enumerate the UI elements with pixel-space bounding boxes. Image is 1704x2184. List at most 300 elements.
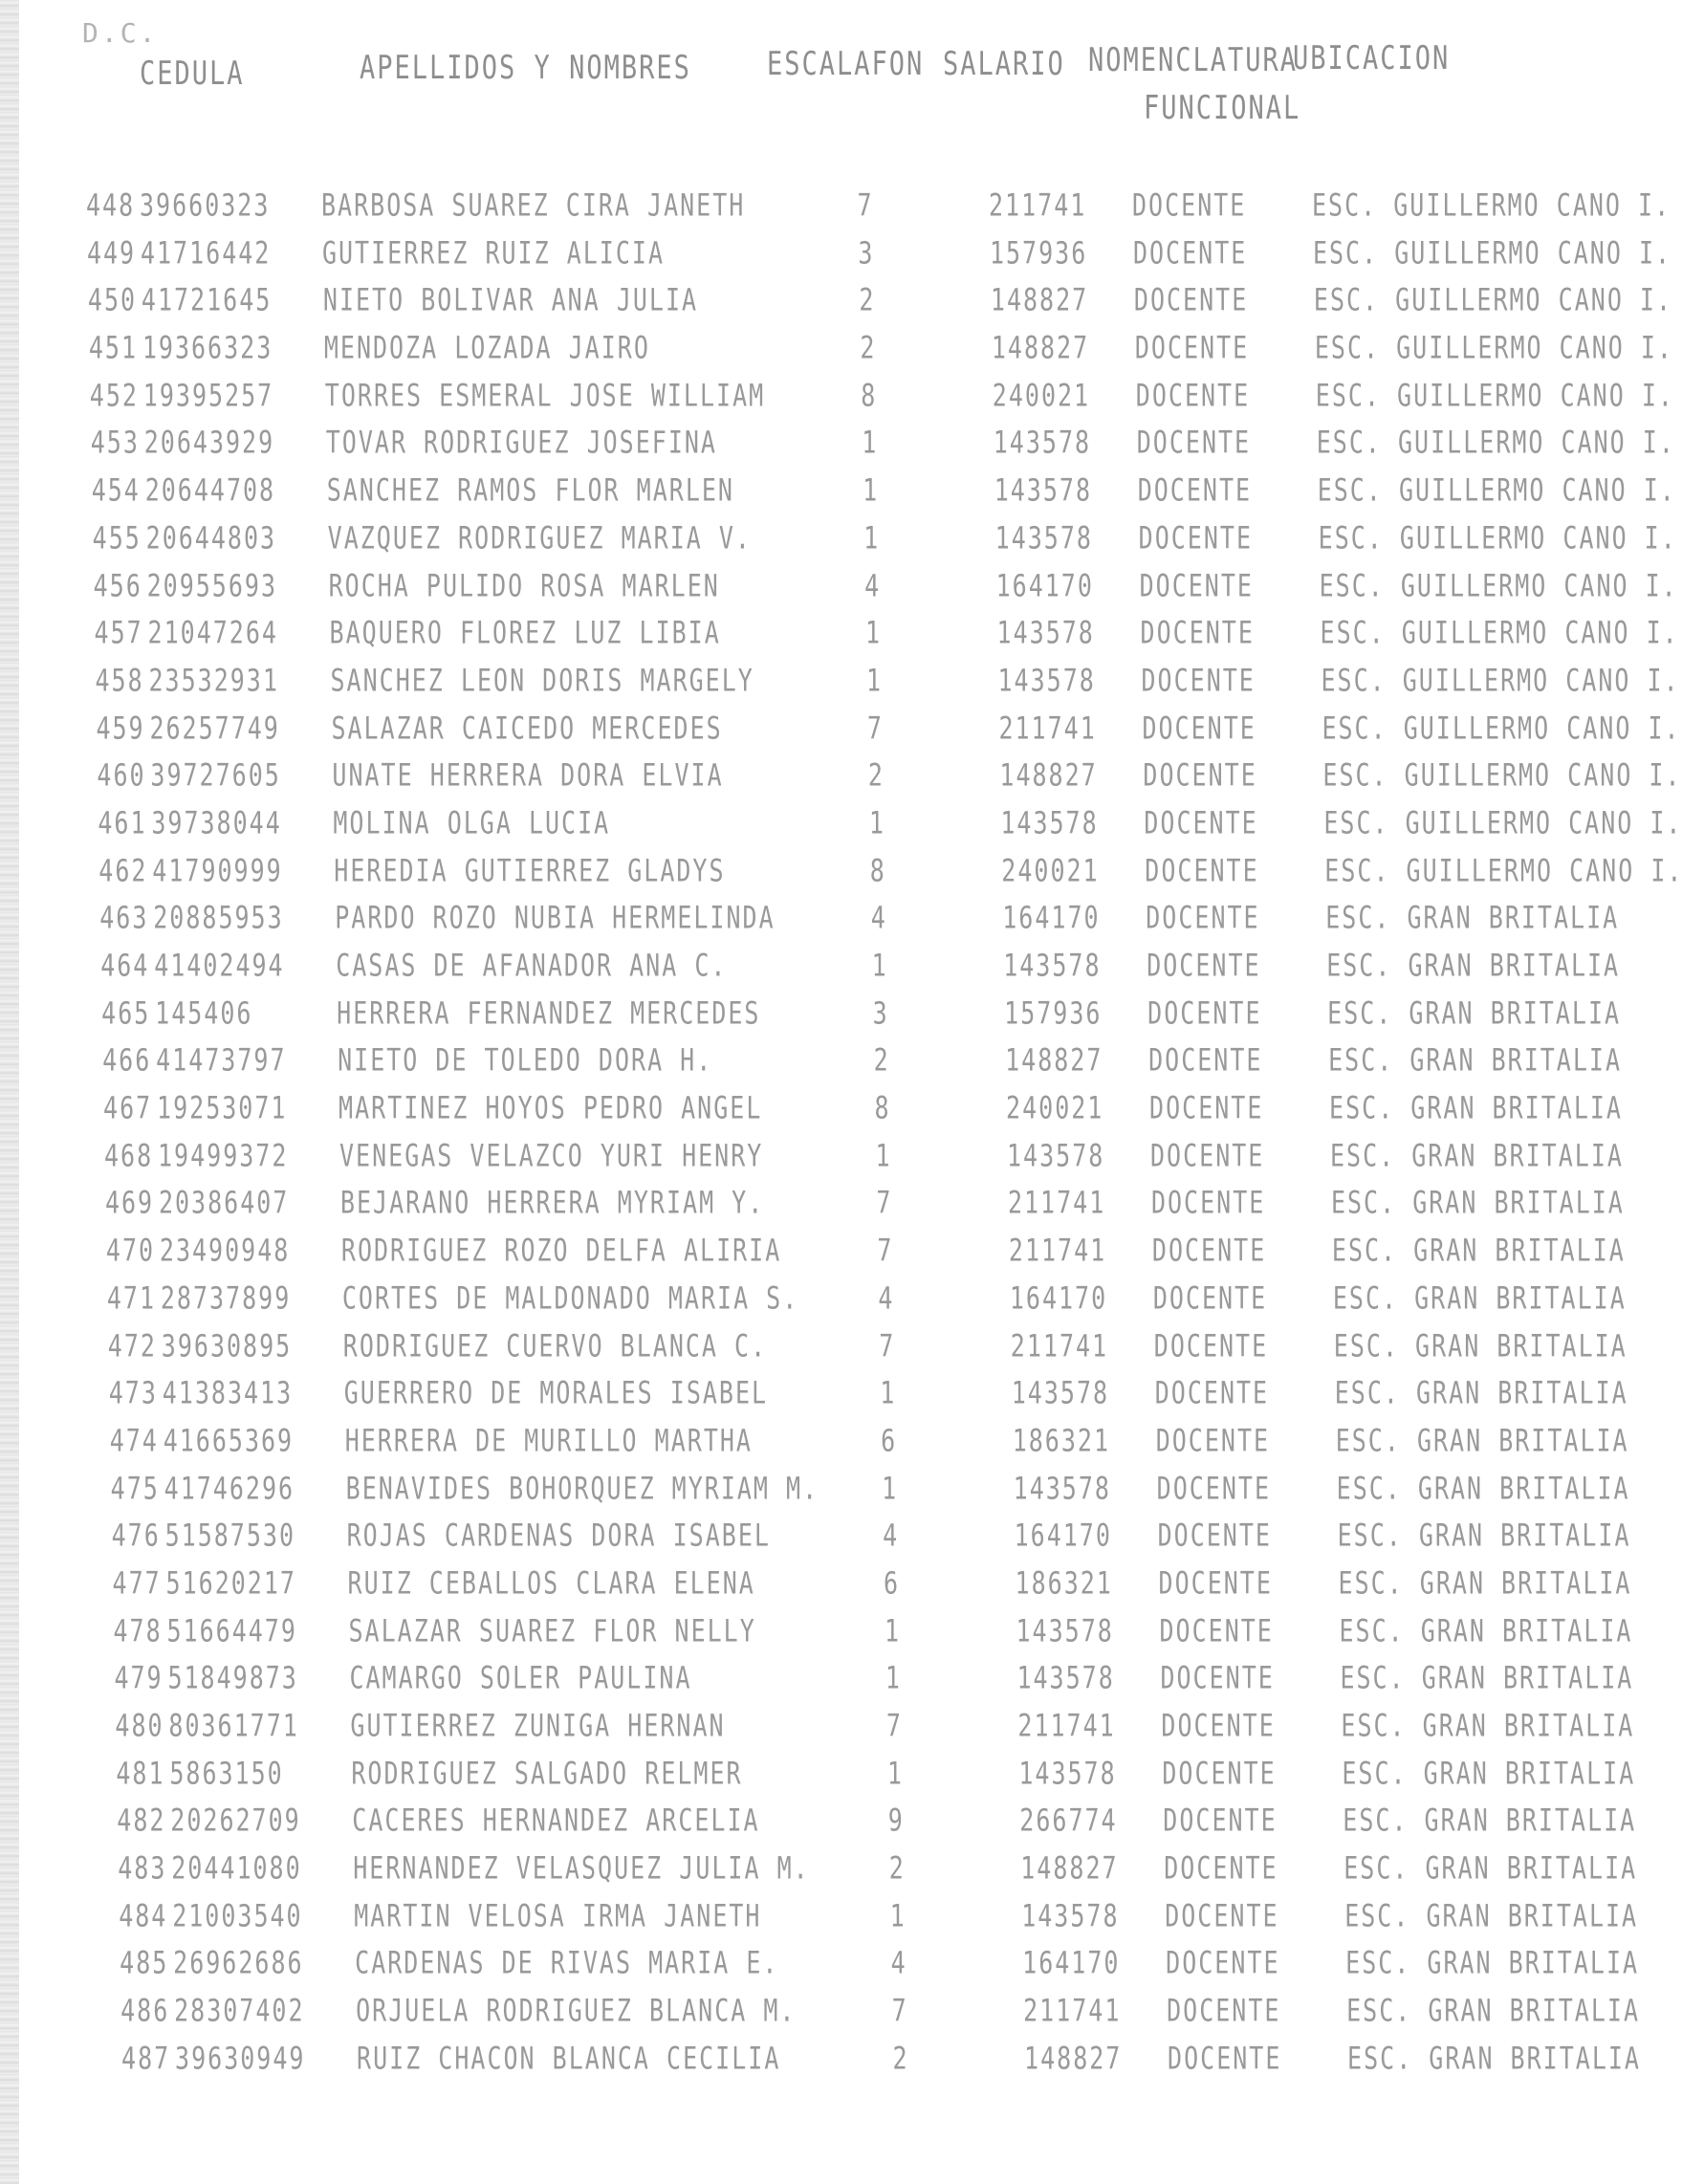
escalafon-cell: 1 [885, 1660, 902, 1696]
cargo-cell: DOCENTE [1137, 472, 1253, 509]
cedula-cell: 28307402 [174, 1993, 305, 2029]
ubicacion-cell: ESC. GRAN BRITALIA [1331, 1233, 1626, 1269]
escalafon-cell: 1 [880, 1375, 897, 1411]
row-number: 477 [112, 1564, 162, 1602]
row-number: 451 [88, 330, 138, 366]
escalafon-cell: 6 [884, 1564, 901, 1602]
table-row [0, 1328, 1704, 1376]
nombre-cell: UNATE HERRERA DORA ELVIA [332, 757, 724, 794]
row-number: 474 [109, 1422, 159, 1458]
table-row [0, 1423, 1704, 1471]
ubicacion-cell: ESC. GRAN BRITALIA [1336, 1470, 1630, 1506]
table-row [0, 1138, 1704, 1186]
header-escalafon: ESCALAFON [767, 46, 925, 83]
ubicacion-cell: ESC. GRAN BRITALIA [1345, 1945, 1640, 1981]
nombre-cell: CORTES DE MALDONADO MARIA S. [341, 1279, 799, 1316]
cargo-cell: DOCENTE [1156, 1470, 1271, 1506]
cedula-cell: 20644708 [144, 472, 276, 509]
header-cedula: CEDULA [140, 55, 245, 93]
ubicacion-cell: ESC. GUILLERMO CANO I. [1319, 567, 1678, 603]
ubicacion-cell: ESC. GRAN BRITALIA [1344, 1897, 1639, 1933]
row-number: 480 [115, 1708, 164, 1744]
row-number: 476 [111, 1518, 161, 1554]
cargo-cell: DOCENTE [1152, 1279, 1268, 1316]
cargo-cell: DOCENTE [1147, 948, 1261, 984]
table-row [0, 1090, 1704, 1138]
table-row [0, 472, 1704, 520]
nombre-cell: MARTINEZ HOYOS PEDRO ANGEL [339, 1090, 763, 1126]
salario-cell: 143578 [1003, 948, 1102, 984]
table-row [0, 853, 1704, 901]
row-number: 469 [104, 1185, 155, 1221]
ubicacion-cell: ESC. GUILLERMO CANO I. [1324, 852, 1684, 888]
salario-cell: 240021 [1006, 1090, 1104, 1126]
cedula-cell: 20643929 [143, 425, 275, 461]
escalafon-cell: 7 [857, 187, 874, 224]
nombre-cell: HEREDIA GUTIERREZ GLADYS [334, 852, 726, 888]
cedula-cell: 20262709 [170, 1802, 301, 1839]
table-row [0, 1802, 1704, 1850]
nombre-cell: HERRERA DE MURILLO MARTHA [344, 1422, 753, 1458]
table-row [0, 1898, 1704, 1946]
salario-cell: 240021 [1001, 852, 1100, 888]
ubicacion-cell: ESC. GRAN BRITALIA [1343, 1802, 1637, 1839]
table-row [0, 1185, 1704, 1233]
table-row [0, 1375, 1704, 1423]
salario-cell: 143578 [993, 425, 1092, 461]
ubicacion-cell: ESC. GUILLERMO CANO I. [1323, 804, 1683, 841]
table-row [0, 1233, 1704, 1280]
cargo-cell: DOCENTE [1146, 900, 1260, 936]
cedula-cell: 26257749 [149, 710, 280, 746]
ubicacion-cell: ESC. GRAN BRITALIA [1325, 900, 1620, 936]
salario-cell: 143578 [1016, 1660, 1115, 1696]
nombre-cell: CARDENAS DE RIVAS MARIA E. [355, 1945, 779, 1981]
nombre-cell: RODRIGUEZ SALGADO RELMER [351, 1755, 743, 1791]
row-number: 467 [103, 1090, 153, 1126]
escalafon-cell: 1 [884, 1612, 902, 1649]
escalafon-cell: 8 [874, 1090, 891, 1126]
escalafon-cell: 7 [891, 1993, 908, 2029]
nombre-cell: MOLINA OLGA LUCIA [333, 804, 611, 841]
cedula-cell: 21003540 [172, 1897, 303, 1933]
salario-cell: 143578 [1018, 1755, 1117, 1791]
ubicacion-cell: ESC. GRAN BRITALIA [1337, 1518, 1631, 1554]
row-number: 452 [89, 377, 139, 413]
nombre-cell: TOVAR RODRIGUEZ JOSEFINA [325, 425, 717, 461]
salario-cell: 148827 [990, 282, 1089, 318]
ubicacion-cell: ESC. GRAN BRITALIA [1338, 1564, 1632, 1602]
salario-cell: 148827 [1024, 2040, 1123, 2076]
nombre-cell: NIETO BOLIVAR ANA JULIA [322, 282, 699, 318]
row-number: 470 [105, 1233, 156, 1269]
cargo-cell: DOCENTE [1157, 1518, 1272, 1554]
cargo-cell: DOCENTE [1147, 994, 1262, 1031]
cargo-cell: DOCENTE [1151, 1233, 1267, 1269]
cedula-cell: 51664479 [166, 1612, 297, 1649]
cedula-cell: 20955693 [146, 567, 278, 603]
nombre-cell: CAMARGO SOLER PAULINA [349, 1660, 692, 1696]
nombre-cell: SALAZAR CAICEDO MERCEDES [331, 710, 723, 746]
nombre-cell: BEJARANO HERRERA MYRIAM Y. [339, 1185, 765, 1221]
ubicacion-cell: ESC. GRAN BRITALIA [1327, 994, 1622, 1031]
escalafon-cell: 4 [890, 1945, 907, 1981]
nombre-cell: ROCHA PULIDO ROSA MARLEN [328, 567, 720, 603]
cargo-cell: DOCENTE [1142, 710, 1256, 746]
nombre-cell: MENDOZA LOZADA JAIRO [323, 330, 650, 366]
nombre-cell: ROJAS CARDENAS DORA ISABEL [346, 1518, 771, 1554]
table-row [0, 663, 1704, 710]
row-number: 472 [107, 1327, 157, 1364]
table-row [0, 948, 1704, 995]
escalafon-cell: 4 [870, 900, 887, 936]
row-number: 481 [116, 1755, 165, 1791]
cedula-cell: 41665369 [163, 1422, 295, 1458]
table-row [0, 1280, 1704, 1328]
cedula-cell: 19253071 [157, 1090, 288, 1126]
cedula-cell: 41473797 [156, 1042, 287, 1079]
cedula-cell: 20441080 [171, 1850, 302, 1887]
cedula-cell: 19395257 [142, 377, 274, 413]
escalafon-cell: 7 [876, 1185, 893, 1221]
table-row [0, 425, 1704, 472]
cedula-cell: 51587530 [164, 1518, 296, 1554]
nombre-cell: BAQUERO FLOREZ LUZ LIBIA [329, 615, 721, 651]
table-row [0, 378, 1704, 426]
cargo-cell: DOCENTE [1153, 1327, 1269, 1364]
table-row [0, 1660, 1704, 1708]
escalafon-cell: 4 [878, 1279, 895, 1316]
salario-cell: 211741 [989, 187, 1087, 224]
ubicacion-cell: ESC. GRAN BRITALIA [1339, 1612, 1633, 1649]
escalafon-cell: 3 [858, 234, 875, 271]
ubicacion-cell: ESC. GUILLERMO CANO I. [1314, 330, 1673, 366]
cargo-cell: DOCENTE [1168, 2040, 1282, 2076]
nombre-cell: RODRIGUEZ CUERVO BLANCA C. [342, 1327, 768, 1364]
table-row [0, 1518, 1704, 1565]
cargo-cell: DOCENTE [1150, 1185, 1266, 1221]
row-number: 463 [99, 900, 149, 936]
escalafon-cell: 1 [862, 425, 879, 461]
table-row [0, 282, 1704, 330]
row-number: 461 [98, 804, 147, 841]
table-row [0, 900, 1704, 948]
row-number: 485 [120, 1945, 169, 1981]
salario-cell: 164170 [1009, 1279, 1108, 1316]
ubicacion-cell: ESC. GUILLERMO CANO I. [1312, 187, 1671, 224]
nombre-cell: RUIZ CHACON BLANCA CECILIA [357, 2040, 781, 2076]
row-number: 455 [92, 519, 142, 556]
ubicacion-cell: ESC. GRAN BRITALIA [1347, 2040, 1641, 2076]
cedula-cell: 28737899 [160, 1279, 292, 1316]
escalafon-cell: 4 [864, 567, 882, 603]
table-row [0, 1850, 1704, 1898]
row-number: 478 [113, 1612, 163, 1649]
cargo-cell: DOCENTE [1148, 1042, 1263, 1079]
escalafon-cell: 7 [866, 710, 884, 746]
salario-cell: 164170 [995, 567, 1094, 603]
table-row [0, 1708, 1704, 1756]
nombre-cell: CASAS DE AFANADOR ANA C. [336, 948, 728, 984]
nombre-cell: TORRES ESMERAL JOSE WILLIAM [324, 377, 766, 413]
salario-cell: 186321 [1015, 1564, 1113, 1602]
salario-cell: 143578 [1007, 1137, 1105, 1173]
nombre-cell: HERNANDEZ VELASQUEZ JULIA M. [353, 1850, 810, 1887]
header-funcional: FUNCIONAL [1144, 90, 1301, 127]
row-number: 454 [91, 472, 141, 509]
salario-cell: 148827 [1020, 1850, 1119, 1887]
salario-cell: 157936 [989, 234, 1088, 271]
cargo-cell: DOCENTE [1136, 425, 1252, 461]
salario-cell: 211741 [1007, 1185, 1106, 1221]
salario-cell: 143578 [996, 615, 1095, 651]
salario-cell: 143578 [1000, 804, 1099, 841]
table-row [0, 568, 1704, 616]
salario-cell: 143578 [1013, 1470, 1111, 1506]
table-row [0, 1471, 1704, 1518]
cargo-cell: DOCENTE [1141, 662, 1256, 698]
salario-cell: 186321 [1012, 1422, 1110, 1458]
ubicacion-cell: ESC. GRAN BRITALIA [1335, 1422, 1629, 1458]
ubicacion-cell: ESC. GUILLERMO CANO I. [1322, 757, 1682, 794]
header-salario: SALARIO [943, 46, 1065, 83]
nombre-cell: NIETO DE TOLEDO DORA H. [338, 1042, 713, 1079]
cedula-cell: 19499372 [158, 1137, 289, 1173]
row-number: 450 [87, 282, 138, 318]
escalafon-cell: 1 [882, 1470, 899, 1506]
table-row [0, 615, 1704, 663]
cargo-cell: DOCENTE [1145, 852, 1259, 888]
cargo-cell: DOCENTE [1139, 567, 1254, 603]
cedula-cell: 41402494 [154, 948, 285, 984]
employee-list [0, 187, 1704, 2088]
table-row [0, 1613, 1704, 1661]
escalafon-cell: 7 [885, 1708, 903, 1744]
ubicacion-cell: ESC. GUILLERMO CANO I. [1312, 234, 1672, 271]
cargo-cell: DOCENTE [1161, 1708, 1276, 1744]
row-number: 482 [117, 1802, 166, 1839]
cedula-cell: 41716442 [140, 234, 272, 271]
salario-cell: 240021 [992, 377, 1091, 413]
table-row [0, 1565, 1704, 1613]
row-number: 468 [104, 1137, 154, 1173]
row-number: 460 [97, 757, 146, 794]
cedula-cell: 41746296 [164, 1470, 295, 1506]
escalafon-cell: 1 [863, 519, 881, 556]
nombre-cell: CACERES HERNANDEZ ARCELIA [352, 1802, 760, 1839]
nombre-cell: GUTIERREZ ZUNIGA HERNAN [350, 1708, 726, 1744]
cedula-cell: 39630949 [175, 2040, 306, 2076]
nombre-cell: SALAZAR SUAREZ FLOR NELLY [348, 1612, 756, 1649]
cedula-cell: 51620217 [165, 1564, 296, 1602]
escalafon-cell: 7 [879, 1327, 896, 1364]
salario-cell: 143578 [1011, 1375, 1110, 1411]
nombre-cell: SANCHEZ RAMOS FLOR MARLEN [326, 472, 734, 509]
cedula-cell: 145406 [155, 994, 253, 1031]
table-row [0, 1042, 1704, 1090]
nombre-cell: MARTIN VELOSA IRMA JANETH [354, 1897, 762, 1933]
escalafon-cell: 1 [886, 1755, 904, 1791]
table-row [0, 520, 1704, 568]
nombre-cell: PARDO ROZO NUBIA HERMELINDA [335, 900, 776, 936]
table-row [0, 1945, 1704, 1993]
table-row [0, 330, 1704, 378]
cedula-cell: 20885953 [153, 900, 284, 936]
cedula-cell: 23490948 [159, 1233, 291, 1269]
cedula-cell: 20386407 [158, 1185, 290, 1221]
row-number: 484 [119, 1897, 168, 1933]
salario-cell: 164170 [1014, 1518, 1112, 1554]
row-number: 466 [102, 1042, 152, 1079]
cargo-cell: DOCENTE [1149, 1090, 1264, 1126]
nombre-cell: HERRERA FERNANDEZ MERCEDES [337, 994, 761, 1031]
cargo-cell: DOCENTE [1160, 1660, 1275, 1696]
salario-cell: 211741 [1017, 1708, 1116, 1744]
escalafon-cell: 4 [883, 1518, 900, 1554]
escalafon-cell: 3 [872, 994, 889, 1031]
table-row [0, 757, 1704, 805]
ubicacion-cell: ESC. GRAN BRITALIA [1340, 1660, 1634, 1696]
salario-cell: 148827 [991, 330, 1090, 366]
escalafon-cell: 2 [860, 330, 877, 366]
cedula-cell: 80361771 [168, 1708, 299, 1744]
cargo-cell: DOCENTE [1132, 234, 1248, 271]
nombre-cell: VENEGAS VELAZCO YURI HENRY [339, 1137, 764, 1173]
salario-cell: 148827 [999, 757, 1098, 794]
row-number: 479 [114, 1660, 164, 1696]
table-row [0, 1756, 1704, 1803]
document-code: D.C. [82, 17, 159, 49]
cargo-cell: DOCENTE [1164, 1850, 1278, 1887]
ubicacion-cell: ESC. GRAN BRITALIA [1328, 1042, 1623, 1079]
cargo-cell: DOCENTE [1158, 1564, 1273, 1602]
cargo-cell: DOCENTE [1140, 615, 1255, 651]
cedula-cell: 26962686 [173, 1945, 304, 1981]
cedula-cell: 51849873 [167, 1660, 298, 1696]
escalafon-cell: 7 [877, 1233, 894, 1269]
ubicacion-cell: ESC. GRAN BRITALIA [1344, 1850, 1638, 1887]
row-number: 449 [86, 234, 137, 271]
escalafon-cell: 2 [867, 757, 885, 794]
row-number: 453 [90, 425, 140, 461]
cargo-cell: DOCENTE [1162, 1755, 1277, 1791]
ubicacion-cell: ESC. GRAN BRITALIA [1341, 1708, 1635, 1744]
row-number: 459 [96, 710, 145, 746]
header-nomenclatura: NOMENCLATURA [1088, 42, 1299, 79]
escalafon-cell: 1 [865, 662, 884, 698]
escalafon-cell: 2 [873, 1042, 890, 1079]
cargo-cell: DOCENTE [1133, 282, 1249, 318]
row-number: 456 [93, 567, 142, 603]
nombre-cell: BENAVIDES BOHORQUEZ MYRIAM M. [345, 1470, 819, 1506]
ubicacion-cell: ESC. GRAN BRITALIA [1326, 948, 1621, 984]
cedula-cell: 23532931 [148, 662, 279, 698]
salario-cell: 164170 [1002, 900, 1101, 936]
row-number: 471 [106, 1279, 156, 1316]
salario-cell: 211741 [998, 710, 1097, 746]
salario-cell: 143578 [997, 662, 1096, 698]
escalafon-cell: 1 [863, 472, 880, 509]
nombre-cell: VAZQUEZ RODRIGUEZ MARIA V. [327, 519, 752, 556]
nombre-cell: SANCHEZ LEON DORIS MARGELY [330, 662, 754, 698]
cargo-cell: DOCENTE [1134, 330, 1250, 366]
table-row [0, 187, 1704, 235]
cargo-cell: DOCENTE [1138, 519, 1253, 556]
salario-cell: 211741 [1023, 1993, 1122, 2029]
cargo-cell: DOCENTE [1143, 757, 1257, 794]
ubicacion-cell: ESC. GUILLERMO CANO I. [1317, 472, 1676, 509]
cedula-cell: 39738044 [151, 804, 282, 841]
ubicacion-cell: ESC. GUILLERMO CANO I. [1316, 425, 1675, 461]
nombre-cell: GUERRERO DE MORALES ISABEL [343, 1375, 769, 1411]
ubicacion-cell: ESC. GUILLERMO CANO I. [1313, 282, 1673, 318]
escalafon-cell: 2 [859, 282, 876, 318]
row-number: 448 [86, 187, 136, 224]
ubicacion-cell: ESC. GUILLERMO CANO I. [1318, 519, 1677, 556]
row-number: 465 [101, 994, 151, 1031]
ubicacion-cell: ESC. GRAN BRITALIA [1332, 1279, 1627, 1316]
cedula-cell: 21047264 [147, 615, 278, 651]
escalafon-cell: 8 [861, 377, 878, 413]
cargo-cell: DOCENTE [1132, 187, 1247, 224]
salario-cell: 148827 [1005, 1042, 1103, 1079]
cargo-cell: DOCENTE [1159, 1612, 1274, 1649]
table-row [0, 235, 1704, 283]
salario-cell: 211741 [1010, 1327, 1109, 1364]
ubicacion-cell: ESC. GRAN BRITALIA [1333, 1327, 1628, 1364]
ubicacion-cell: ESC. GRAN BRITALIA [1329, 1090, 1623, 1126]
row-number: 483 [118, 1850, 167, 1887]
ubicacion-cell: ESC. GRAN BRITALIA [1346, 1993, 1641, 2029]
row-number: 462 [98, 852, 148, 888]
cargo-cell: DOCENTE [1144, 804, 1258, 841]
header-ubicacion: UBICACION [1293, 40, 1451, 77]
cargo-cell: DOCENTE [1167, 1993, 1281, 2029]
escalafon-cell: 6 [881, 1422, 898, 1458]
cedula-cell: 39727605 [150, 757, 281, 794]
table-row [0, 1993, 1704, 2041]
nombre-cell: ORJUELA RODRIGUEZ BLANCA M. [356, 1993, 797, 2029]
salario-cell: 157936 [1004, 994, 1103, 1031]
cedula-cell: 41790999 [152, 852, 283, 888]
escalafon-cell: 1 [889, 1897, 907, 1933]
cedula-cell: 41721645 [141, 282, 273, 318]
table-row [0, 805, 1704, 853]
cedula-cell: 20644803 [145, 519, 277, 556]
escalafon-cell: 8 [869, 852, 886, 888]
cargo-cell: DOCENTE [1150, 1137, 1265, 1173]
salario-cell: 143578 [1021, 1897, 1120, 1933]
cedula-cell: 41383413 [162, 1375, 294, 1411]
cedula-cell: 19366323 [142, 330, 273, 366]
row-number: 487 [121, 2040, 171, 2076]
table-row [0, 710, 1704, 758]
cargo-cell: DOCENTE [1166, 1945, 1280, 1981]
nombre-cell: RUIZ CEBALLOS CLARA ELENA [347, 1564, 755, 1602]
salario-cell: 211741 [1008, 1233, 1107, 1269]
cedula-cell: 5863150 [169, 1755, 284, 1791]
row-number: 475 [110, 1470, 160, 1506]
cedula-cell: 39630895 [161, 1327, 293, 1364]
escalafon-cell: 2 [892, 2040, 909, 2076]
ubicacion-cell: ESC. GRAN BRITALIA [1334, 1375, 1628, 1411]
cargo-cell: DOCENTE [1155, 1422, 1271, 1458]
escalafon-cell: 1 [868, 804, 885, 841]
cargo-cell: DOCENTE [1154, 1375, 1270, 1411]
salario-cell: 266774 [1019, 1802, 1118, 1839]
escalafon-cell: 1 [871, 948, 888, 984]
cargo-cell: DOCENTE [1165, 1897, 1279, 1933]
